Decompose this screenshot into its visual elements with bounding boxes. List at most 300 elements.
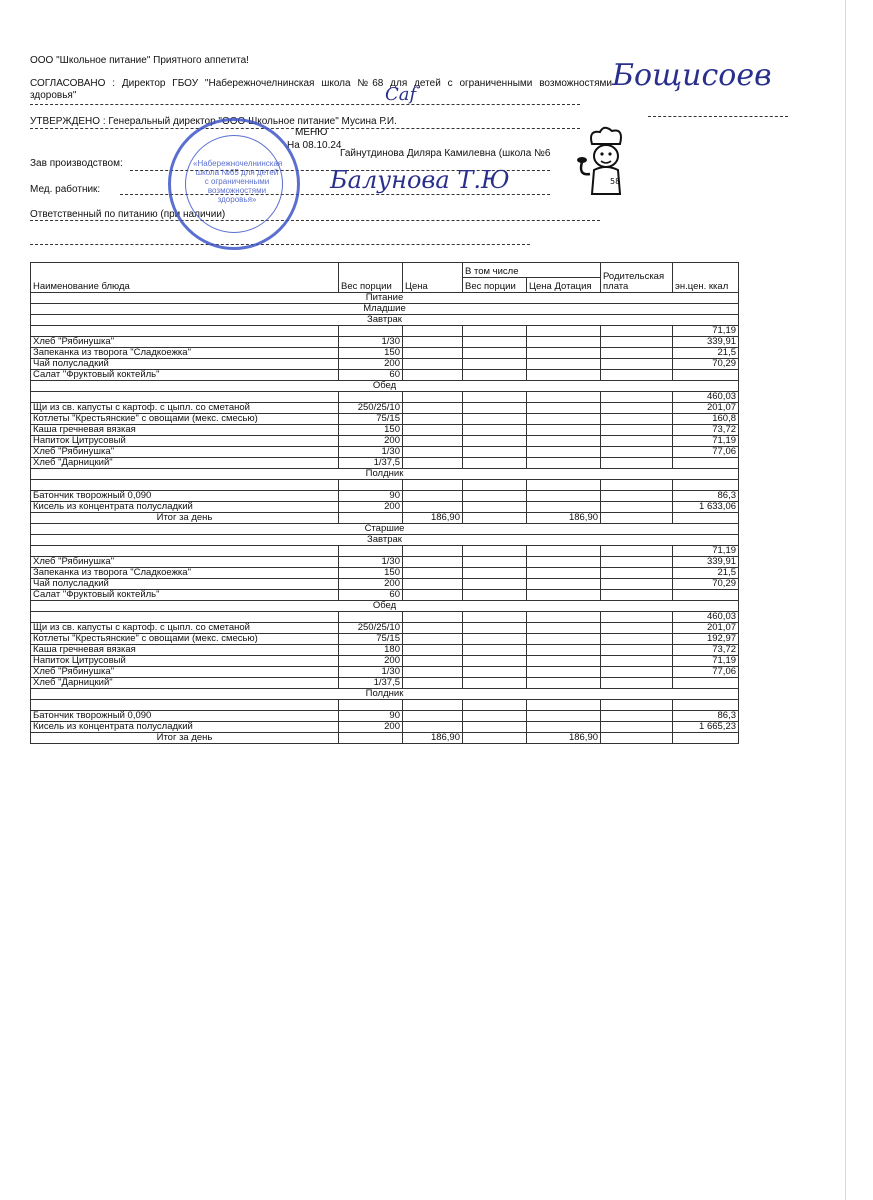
total-price: 186,90	[403, 733, 463, 744]
total-incl-weight	[463, 733, 527, 744]
table-row	[31, 568, 739, 579]
approved-line: УТВЕРЖДЕНО : Генеральный директор "ООО Школьное питание" Мусина Р.И.	[30, 116, 397, 127]
dish-incl-price	[527, 722, 601, 733]
dish-parent-pay	[601, 392, 673, 403]
dish-price	[403, 656, 463, 667]
dish-incl-weight	[463, 590, 527, 601]
dish-parent-pay	[601, 502, 673, 513]
dish-parent-pay	[601, 458, 673, 469]
dish-name: Кисель из концентрата полусладкий	[31, 722, 339, 733]
meal-title	[31, 689, 739, 700]
dish-parent-pay	[601, 348, 673, 359]
dish-energy: 71,19	[673, 436, 739, 447]
dish-energy: 71,19	[673, 546, 739, 557]
dish-name	[31, 480, 339, 491]
dish-weight: 60	[339, 370, 403, 381]
medic-signature: Балунова Т.Ю	[330, 166, 510, 194]
col-header-incl-price: Цена Дотация	[527, 278, 601, 293]
dish-incl-weight	[463, 546, 527, 557]
dish-incl-price	[527, 634, 601, 645]
table-row	[31, 458, 739, 469]
dish-name	[31, 612, 339, 623]
dish-name: Хлеб "Рябинушка"	[31, 557, 339, 568]
dish-incl-price	[527, 491, 601, 502]
dish-weight: 90	[339, 491, 403, 502]
dish-incl-weight	[463, 634, 527, 645]
group-title	[31, 304, 739, 315]
dish-incl-weight	[463, 678, 527, 689]
dish-energy: 201,07	[673, 403, 739, 414]
meal-title	[31, 381, 739, 392]
dish-incl-price	[527, 480, 601, 491]
dish-price	[403, 579, 463, 590]
dish-incl-weight	[463, 612, 527, 623]
table-row	[31, 722, 739, 733]
dish-name: Щи из св. капусты с картоф. с цыпл. со сметаной	[31, 623, 339, 634]
dish-name	[31, 546, 339, 557]
dish-price	[403, 403, 463, 414]
production-label: Зав производством:	[30, 158, 123, 169]
dish-price	[403, 502, 463, 513]
dish-weight	[339, 700, 403, 711]
meal-title	[31, 535, 739, 546]
dish-parent-pay	[601, 623, 673, 634]
table-row	[31, 557, 739, 568]
table-row	[31, 711, 739, 722]
dish-weight: 1/37,5	[339, 678, 403, 689]
dish-name	[31, 326, 339, 337]
extra-underline	[30, 244, 530, 245]
group-title	[31, 524, 739, 535]
dish-incl-price	[527, 326, 601, 337]
responsible-label: Ответственный по питанию (при наличии)	[30, 209, 226, 220]
responsible-underline	[30, 220, 600, 221]
dish-weight: 200	[339, 579, 403, 590]
dish-incl-weight	[463, 700, 527, 711]
dish-energy: 73,72	[673, 645, 739, 656]
dish-incl-weight	[463, 480, 527, 491]
dish-incl-weight	[463, 414, 527, 425]
dish-weight: 200	[339, 359, 403, 370]
dish-weight: 200	[339, 722, 403, 733]
dish-parent-pay	[601, 612, 673, 623]
dish-incl-weight	[463, 491, 527, 502]
dish-energy: 21,5	[673, 568, 739, 579]
dish-name: Хлеб "Рябинушка"	[31, 337, 339, 348]
dish-incl-weight	[463, 326, 527, 337]
dish-parent-pay	[601, 656, 673, 667]
total-parent-pay	[601, 513, 673, 524]
dish-incl-weight	[463, 370, 527, 381]
dish-incl-weight	[463, 557, 527, 568]
dish-price	[403, 557, 463, 568]
dish-energy: 201,07	[673, 623, 739, 634]
initials-signature: Саf	[385, 84, 417, 105]
dish-price	[403, 634, 463, 645]
table-row	[31, 634, 739, 645]
dish-parent-pay	[601, 447, 673, 458]
table-row	[31, 348, 739, 359]
dish-parent-pay	[601, 370, 673, 381]
dish-incl-weight	[463, 722, 527, 733]
dish-incl-weight	[463, 447, 527, 458]
dish-incl-weight	[463, 458, 527, 469]
dish-incl-weight	[463, 348, 527, 359]
director-signature: Бощисоев	[612, 58, 772, 93]
org-line: ООО "Школьное питание" Приятного аппетита!	[30, 55, 249, 66]
dish-weight: 200	[339, 436, 403, 447]
dish-price	[403, 491, 463, 502]
chef-mascot-icon	[574, 124, 634, 204]
col-header-price: Цена	[403, 263, 463, 293]
official-stamp	[168, 118, 300, 250]
dish-incl-weight	[463, 667, 527, 678]
table-row	[31, 612, 739, 623]
dish-name: Хлеб "Рябинушка"	[31, 447, 339, 458]
section-food	[31, 293, 739, 304]
dish-incl-price	[527, 414, 601, 425]
dish-weight: 150	[339, 568, 403, 579]
meal-title-label: Обед	[31, 601, 739, 612]
table-row	[31, 623, 739, 634]
dish-name: Салат "Фруктовый коктейль"	[31, 590, 339, 601]
dish-parent-pay	[601, 722, 673, 733]
dish-price	[403, 359, 463, 370]
dish-incl-price	[527, 502, 601, 513]
dish-name: Хлеб "Дарницкий"	[31, 678, 339, 689]
total-weight	[339, 513, 403, 524]
table-row	[31, 326, 739, 337]
meal-title-label: Завтрак	[31, 535, 739, 546]
col-header-incl-weight: Вес порции	[463, 278, 527, 293]
total-subsidy: 186,90	[527, 733, 601, 744]
table-row	[31, 403, 739, 414]
dish-energy: 73,72	[673, 425, 739, 436]
dish-incl-price	[527, 458, 601, 469]
dish-price	[403, 722, 463, 733]
dish-parent-pay	[601, 645, 673, 656]
dish-incl-price	[527, 700, 601, 711]
dish-name: Салат "Фруктовый коктейль"	[31, 370, 339, 381]
dish-name: Кисель из концентрата полусладкий	[31, 502, 339, 513]
table-row	[31, 359, 739, 370]
meal-title	[31, 469, 739, 480]
dish-weight: 75/15	[339, 634, 403, 645]
dish-name: Хлеб "Рябинушка"	[31, 667, 339, 678]
total-price: 186,90	[403, 513, 463, 524]
dish-name: Каша гречневая вязкая	[31, 425, 339, 436]
dish-incl-weight	[463, 623, 527, 634]
dish-weight	[339, 392, 403, 403]
dish-parent-pay	[601, 700, 673, 711]
col-header-incl: В том числе	[463, 263, 601, 278]
dish-weight: 150	[339, 348, 403, 359]
dish-weight: 1/30	[339, 447, 403, 458]
dish-incl-weight	[463, 436, 527, 447]
dish-price	[403, 447, 463, 458]
dish-energy: 70,29	[673, 359, 739, 370]
dish-parent-pay	[601, 480, 673, 491]
header-row	[31, 263, 739, 278]
dish-parent-pay	[601, 337, 673, 348]
dish-name: Запеканка из творога "Сладкоежка"	[31, 568, 339, 579]
dish-name: Котлеты "Крестьянские" с овощами (мекс. смесью)	[31, 414, 339, 425]
dish-energy: 71,19	[673, 656, 739, 667]
dish-incl-weight	[463, 392, 527, 403]
dish-price	[403, 458, 463, 469]
dish-weight: 1/30	[339, 337, 403, 348]
dish-parent-pay	[601, 491, 673, 502]
dish-energy	[673, 590, 739, 601]
dish-incl-weight	[463, 711, 527, 722]
col-header-parent: Родительская плата	[601, 263, 673, 293]
table-row	[31, 392, 739, 403]
table-row	[31, 370, 739, 381]
dish-name: Хлеб "Дарницкий"	[31, 458, 339, 469]
dish-weight	[339, 612, 403, 623]
dish-price	[403, 546, 463, 557]
dish-price	[403, 348, 463, 359]
menu-title: МЕНЮ	[295, 127, 328, 138]
dish-weight: 1/30	[339, 557, 403, 568]
dish-parent-pay	[601, 326, 673, 337]
dish-incl-weight	[463, 502, 527, 513]
dish-incl-price	[527, 546, 601, 557]
dish-energy: 339,91	[673, 557, 739, 568]
table-row	[31, 590, 739, 601]
dish-parent-pay	[601, 590, 673, 601]
dish-energy: 77,06	[673, 667, 739, 678]
dish-energy: 21,5	[673, 348, 739, 359]
dish-name: Каша гречневая вязкая	[31, 645, 339, 656]
dish-weight: 250/25/10	[339, 623, 403, 634]
dish-incl-price	[527, 337, 601, 348]
table-row	[31, 491, 739, 502]
dish-incl-price	[527, 579, 601, 590]
dish-incl-price	[527, 590, 601, 601]
dish-incl-price	[527, 656, 601, 667]
dish-price	[403, 337, 463, 348]
table-row	[31, 480, 739, 491]
meal-title-label: Обед	[31, 381, 739, 392]
dish-weight: 1/30	[339, 667, 403, 678]
dish-name: Батончик творожный 0,090	[31, 491, 339, 502]
meal-title-label: Полдник	[31, 689, 739, 700]
total-weight	[339, 733, 403, 744]
dish-parent-pay	[601, 579, 673, 590]
dish-incl-weight	[463, 403, 527, 414]
dish-name: Чай полусладкий	[31, 359, 339, 370]
dish-incl-weight	[463, 359, 527, 370]
dish-energy: 77,06	[673, 447, 739, 458]
table-row	[31, 678, 739, 689]
dish-name: Напиток Цитрусовый	[31, 436, 339, 447]
meal-title	[31, 601, 739, 612]
total-energy	[673, 733, 739, 744]
dish-parent-pay	[601, 546, 673, 557]
dish-name: Щи из св. капусты с картоф. с цыпл. со сметаной	[31, 403, 339, 414]
dish-price	[403, 700, 463, 711]
table-row	[31, 645, 739, 656]
col-header-weight: Вес порции	[339, 263, 403, 293]
dish-parent-pay	[601, 634, 673, 645]
dish-name: Чай полусладкий	[31, 579, 339, 590]
dish-name: Котлеты "Крестьянские" с овощами (мекс. смесью)	[31, 634, 339, 645]
dish-incl-price	[527, 612, 601, 623]
dish-weight	[339, 326, 403, 337]
dish-price	[403, 590, 463, 601]
group-title-label: Старшие	[31, 524, 739, 535]
dish-energy: 86,3	[673, 491, 739, 502]
dish-energy: 1 665,23	[673, 722, 739, 733]
dish-incl-price	[527, 568, 601, 579]
agreed-line: СОГЛАСОВАНО : Директор ГБОУ "Набережночелнинская школа №68 для детей с ограниченными возможностями здоровья"	[30, 78, 612, 101]
dish-price	[403, 612, 463, 623]
total-row	[31, 513, 739, 524]
dish-price	[403, 645, 463, 656]
table-row	[31, 546, 739, 557]
dish-energy: 460,03	[673, 612, 739, 623]
dish-price	[403, 623, 463, 634]
dish-weight: 150	[339, 425, 403, 436]
dish-energy: 70,29	[673, 579, 739, 590]
dish-price	[403, 414, 463, 425]
table-row	[31, 700, 739, 711]
table-row	[31, 414, 739, 425]
dish-incl-price	[527, 667, 601, 678]
svg-text:58: 58	[610, 177, 621, 186]
table-row	[31, 337, 739, 348]
dish-name	[31, 392, 339, 403]
dish-weight: 250/25/10	[339, 403, 403, 414]
total-energy	[673, 513, 739, 524]
menu-table	[30, 262, 739, 744]
dish-energy: 192,97	[673, 634, 739, 645]
dish-weight: 1/37,5	[339, 458, 403, 469]
dish-parent-pay	[601, 557, 673, 568]
dish-incl-weight	[463, 645, 527, 656]
dish-price	[403, 392, 463, 403]
dish-parent-pay	[601, 414, 673, 425]
dish-name: Батончик творожный 0,090	[31, 711, 339, 722]
dish-incl-weight	[463, 579, 527, 590]
medic-label: Мед. работник:	[30, 184, 101, 195]
dish-weight: 90	[339, 711, 403, 722]
dish-parent-pay	[601, 436, 673, 447]
dish-energy: 460,03	[673, 392, 739, 403]
dish-incl-price	[527, 711, 601, 722]
dish-weight	[339, 546, 403, 557]
dish-weight: 75/15	[339, 414, 403, 425]
dish-weight: 180	[339, 645, 403, 656]
table-row	[31, 436, 739, 447]
dish-energy	[673, 678, 739, 689]
dish-energy	[673, 700, 739, 711]
total-subsidy: 186,90	[527, 513, 601, 524]
dish-price	[403, 480, 463, 491]
table-row	[31, 656, 739, 667]
meal-title-label: Полдник	[31, 469, 739, 480]
col-header-name: Наименование блюда	[31, 263, 339, 293]
dish-price	[403, 370, 463, 381]
dish-price	[403, 667, 463, 678]
dish-price	[403, 436, 463, 447]
section-food-label: Питание	[31, 293, 739, 304]
dish-incl-price	[527, 447, 601, 458]
dish-incl-weight	[463, 568, 527, 579]
meal-title	[31, 315, 739, 326]
dish-parent-pay	[601, 425, 673, 436]
table-row	[31, 447, 739, 458]
table-row	[31, 425, 739, 436]
dish-energy	[673, 480, 739, 491]
dish-price	[403, 711, 463, 722]
agreed-underline	[30, 104, 580, 105]
dish-incl-price	[527, 403, 601, 414]
production-name: Гайнутдинова Диляра Камилевна (школа №6	[340, 148, 551, 159]
dish-parent-pay	[601, 678, 673, 689]
dish-incl-weight	[463, 425, 527, 436]
dish-price	[403, 425, 463, 436]
dish-incl-price	[527, 370, 601, 381]
menu-date: На 08.10.24	[287, 140, 342, 151]
col-header-energy: эн.цен. ккал	[673, 263, 739, 293]
dish-weight: 60	[339, 590, 403, 601]
dish-parent-pay	[601, 667, 673, 678]
dish-energy: 339,91	[673, 337, 739, 348]
dish-incl-price	[527, 392, 601, 403]
dish-energy: 160,8	[673, 414, 739, 425]
stamp-text: «Набережночелнинская школа №65 для детей с ограниченными возможностями здоровья»	[193, 159, 283, 204]
total-incl-weight	[463, 513, 527, 524]
table-row	[31, 667, 739, 678]
dish-incl-weight	[463, 656, 527, 667]
dish-name	[31, 700, 339, 711]
table-row	[31, 502, 739, 513]
total-label: Итог за день	[31, 733, 339, 744]
dish-incl-price	[527, 678, 601, 689]
dish-parent-pay	[601, 403, 673, 414]
dish-weight: 200	[339, 656, 403, 667]
total-row	[31, 733, 739, 744]
dish-energy	[673, 370, 739, 381]
group-title-label: Младшие	[31, 304, 739, 315]
dish-name: Запеканка из творога "Сладкоежка"	[31, 348, 339, 359]
dish-weight	[339, 480, 403, 491]
total-label: Итог за день	[31, 513, 339, 524]
dish-name: Напиток Цитрусовый	[31, 656, 339, 667]
dish-energy: 71,19	[673, 326, 739, 337]
dish-incl-price	[527, 623, 601, 634]
dish-price	[403, 326, 463, 337]
dish-incl-price	[527, 557, 601, 568]
meal-title-label: Завтрак	[31, 315, 739, 326]
table-row	[31, 579, 739, 590]
dish-parent-pay	[601, 359, 673, 370]
dish-incl-price	[527, 645, 601, 656]
dish-energy: 86,3	[673, 711, 739, 722]
dish-incl-price	[527, 436, 601, 447]
dish-energy: 1 633,06	[673, 502, 739, 513]
dish-incl-weight	[463, 337, 527, 348]
total-parent-pay	[601, 733, 673, 744]
dish-incl-price	[527, 348, 601, 359]
dish-weight: 200	[339, 502, 403, 513]
dish-incl-price	[527, 425, 601, 436]
dish-price	[403, 568, 463, 579]
dish-energy	[673, 458, 739, 469]
dish-parent-pay	[601, 568, 673, 579]
